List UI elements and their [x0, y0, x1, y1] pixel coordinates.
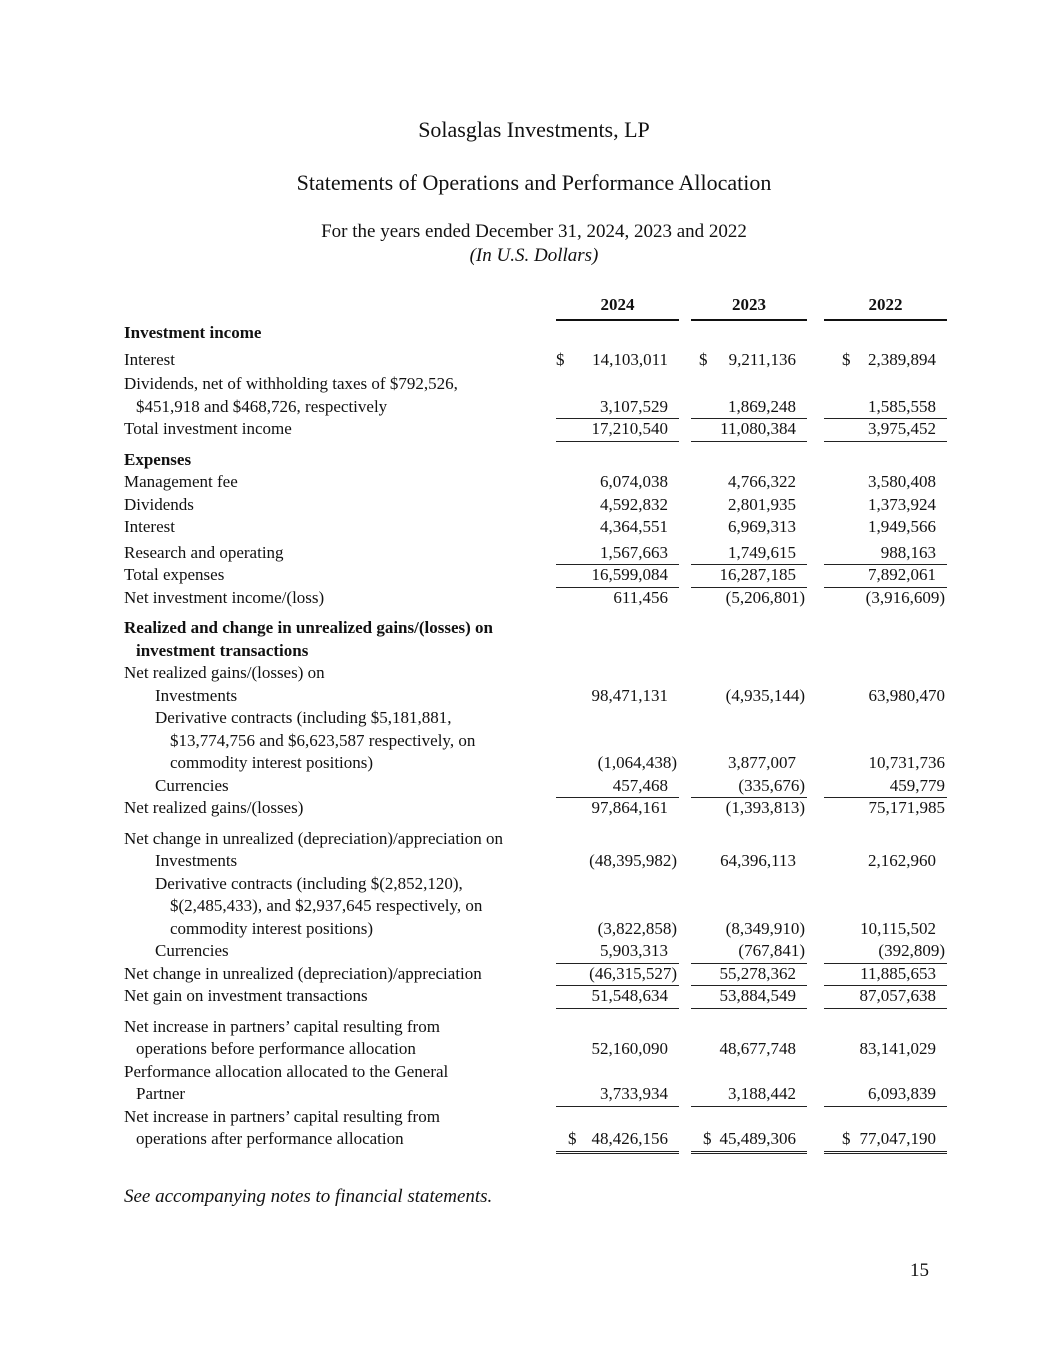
dollar-sign: $: [556, 350, 565, 369]
value-2022: 75,171,985: [868, 798, 945, 817]
value-2023: 6,969,313: [728, 517, 796, 536]
row-label: operations before performance allocation: [136, 1039, 416, 1058]
row-label: Total expenses: [124, 565, 225, 584]
page-number: 15: [910, 1260, 929, 1281]
table-row: [124, 752, 954, 775]
value-2023: 11,080,384: [720, 419, 796, 438]
value-2023: 4,766,322: [728, 472, 796, 491]
value-2023: 3,188,442: [728, 1084, 796, 1103]
value-2023: 45,489,306: [719, 1129, 796, 1148]
value-2023: 1,869,248: [728, 396, 796, 416]
table-row: [124, 347, 954, 373]
table-row: [124, 1038, 954, 1061]
row-label: Partner: [136, 1084, 186, 1103]
value-2022: 63,980,470: [868, 685, 945, 705]
value-2024: 14,103,011: [592, 350, 668, 369]
table-row: [124, 396, 954, 419]
table-row-total: [124, 797, 954, 820]
value-2022: 10,115,502: [860, 918, 936, 938]
row-label: commodity interest positions): [170, 753, 374, 772]
row-label: Management fee: [124, 472, 238, 491]
table-row: [124, 895, 954, 918]
section-heading: [124, 449, 954, 472]
value-2023: (5,206,801): [725, 587, 805, 607]
value-2022: (392,809): [878, 941, 945, 960]
value-2022: 1,373,924: [868, 494, 936, 514]
table-row-total: [124, 963, 954, 986]
value-2023: 55,278,362: [719, 963, 796, 983]
value-2022: 988,163: [880, 542, 936, 562]
dollar-sign: $: [842, 1129, 851, 1148]
value-2023: 16,287,185: [719, 565, 796, 584]
value-2024: 611,456: [613, 587, 668, 607]
table-row-grand-total: [124, 1128, 954, 1151]
value-2023: 48,677,748: [719, 1039, 796, 1058]
dollar-sign: $: [699, 350, 708, 369]
value-2024: 98,471,131: [591, 685, 668, 705]
value-2022: 3,975,452: [868, 419, 936, 438]
table-row: [124, 471, 954, 494]
value-2024: 48,426,156: [591, 1129, 668, 1148]
table-row: [124, 1016, 954, 1039]
row-label: Research and operating: [124, 542, 284, 562]
table-row-total: [124, 985, 954, 1008]
row-label: Currencies: [155, 775, 229, 795]
table-row: [124, 1061, 954, 1084]
value-2024: 51,548,634: [591, 986, 668, 1005]
value-2023: (8,349,910): [725, 918, 805, 938]
row-label: Net realized gains/(losses) on: [124, 663, 325, 682]
value-2024: (1,064,438): [597, 753, 677, 772]
value-2022: 459,779: [889, 775, 945, 795]
value-2024: (48,395,982): [589, 851, 677, 870]
value-2022: (3,916,609): [865, 587, 945, 607]
value-2023: (1,393,813): [725, 798, 805, 817]
value-2024: 1,567,663: [600, 542, 668, 562]
value-2023: 3,877,007: [728, 753, 796, 772]
table-row: [124, 850, 954, 873]
table-row: [124, 516, 954, 539]
value-2023: (767,841): [738, 941, 805, 960]
column-header-row: [124, 294, 954, 319]
table-row: [124, 918, 954, 941]
row-label: Total investment income: [124, 419, 292, 438]
row-label: Derivative contracts (including $5,181,881,: [155, 708, 452, 727]
value-2022: 83,141,029: [859, 1039, 936, 1058]
value-2024: 97,864,161: [591, 798, 668, 817]
statement-table: [124, 294, 954, 1151]
value-2024: (46,315,527): [589, 963, 677, 983]
value-2023: 9,211,136: [728, 350, 796, 369]
row-label: Investments: [155, 851, 238, 870]
gains-heading-cont: investment transactions: [136, 640, 309, 660]
value-2023: 2,801,935: [728, 494, 796, 514]
value-2022: 1,949,566: [868, 517, 936, 536]
section-heading: [124, 319, 954, 347]
value-2022: 2,162,960: [868, 851, 936, 870]
company-name: Solasglas Investments, LP: [418, 117, 650, 142]
table-row: [124, 730, 954, 753]
row-label: Investments: [155, 685, 238, 705]
row-label: $(2,485,433), and $2,937,645 respectively, on: [170, 896, 483, 915]
value-2023: (335,676): [738, 775, 805, 795]
section-heading: [124, 617, 954, 640]
gains-heading: Realized and change in unrealized gains/(losses) on: [124, 618, 493, 637]
table-row: [124, 828, 954, 851]
table-row-total: [124, 564, 954, 587]
value-2022: 11,885,653: [860, 963, 936, 983]
value-2022: 2,389,894: [868, 350, 936, 369]
value-2022: 87,057,638: [859, 986, 936, 1005]
dollar-sign: $: [842, 350, 851, 369]
table-row: [124, 373, 954, 396]
footnote: See accompanying notes to financial statements.: [124, 1186, 493, 1207]
row-label: Net increase in partners’ capital resulting from: [124, 1106, 440, 1126]
value-2024: 4,364,551: [600, 517, 668, 536]
value-2023: 1,749,615: [728, 542, 796, 562]
value-2023: 64,396,113: [720, 851, 796, 870]
column-header-2022: 2022: [868, 295, 903, 314]
table-row-total: [124, 418, 954, 441]
row-label: Net increase in partners’ capital resulting from: [124, 1016, 440, 1036]
investment-income-heading: Investment income: [124, 323, 262, 342]
value-2024: 5,903,313: [600, 941, 668, 960]
value-2024: 457,468: [612, 775, 668, 795]
row-label: Interest: [124, 350, 175, 369]
table-row: [124, 873, 954, 896]
row-label: $451,918 and $468,726, respectively: [136, 396, 388, 416]
row-label: Performance allocation allocated to the General: [124, 1061, 449, 1081]
row-label: $13,774,756 and $6,623,587 respectively, on: [170, 730, 476, 750]
dollar-sign: $: [568, 1129, 577, 1148]
row-label: Net gain on investment transactions: [124, 986, 368, 1005]
row-label: Currencies: [155, 941, 229, 960]
row-label: commodity interest positions): [170, 918, 374, 938]
row-label: Dividends, net of withholding taxes of $792,526,: [124, 374, 458, 393]
value-2022: 6,093,839: [868, 1084, 936, 1103]
column-header-2024: 2024: [600, 295, 635, 314]
value-2024: 16,599,084: [591, 565, 668, 584]
table-row: [124, 940, 954, 963]
table-row: [124, 775, 954, 798]
value-2022: 1,585,558: [868, 396, 936, 416]
value-2023: (4,935,144): [725, 685, 805, 705]
table-row: [124, 542, 954, 565]
value-2022: 3,580,408: [868, 472, 936, 491]
table-row: [124, 662, 954, 685]
value-2022: 77,047,190: [859, 1129, 936, 1148]
expenses-heading: Expenses: [124, 449, 192, 469]
statement-title: Statements of Operations and Performance Allocation: [296, 170, 772, 195]
table-row: [124, 685, 954, 708]
row-label: Net realized gains/(losses): [124, 798, 304, 817]
value-2023: 53,884,549: [719, 986, 796, 1005]
statement-period: For the years ended December 31, 2024, 2023 and 2022: [321, 221, 747, 242]
column-header-2023: 2023: [732, 295, 766, 314]
table-row: [124, 494, 954, 517]
value-2022: 10,731,736: [868, 753, 945, 772]
value-2024: 3,733,934: [600, 1084, 668, 1103]
value-2024: 52,160,090: [591, 1039, 668, 1058]
row-label: Derivative contracts (including $(2,852,120),: [155, 873, 463, 893]
value-2024: (3,822,858): [597, 918, 677, 938]
row-label: Net change in unrealized (depreciation)/appreciation on: [124, 828, 504, 848]
currency-note: (In U.S. Dollars): [469, 245, 599, 266]
row-label: Interest: [124, 517, 175, 536]
dollar-sign: $: [703, 1129, 712, 1148]
row-label: Net investment income/(loss): [124, 587, 325, 607]
row-label: operations after performance allocation: [136, 1129, 404, 1148]
table-row: [124, 707, 954, 730]
table-row-subtotal: [124, 587, 954, 610]
value-2024: 4,592,832: [600, 494, 668, 514]
table-row: [124, 1106, 954, 1129]
row-label: Dividends: [124, 494, 194, 514]
value-2024: 3,107,529: [600, 396, 668, 416]
section-heading: [124, 640, 954, 663]
value-2024: 17,210,540: [591, 419, 668, 438]
table-row: [124, 1083, 954, 1106]
value-2024: 6,074,038: [600, 472, 668, 491]
value-2022: 7,892,061: [868, 565, 936, 584]
row-label: Net change in unrealized (depreciation)/appreciation: [124, 963, 482, 983]
